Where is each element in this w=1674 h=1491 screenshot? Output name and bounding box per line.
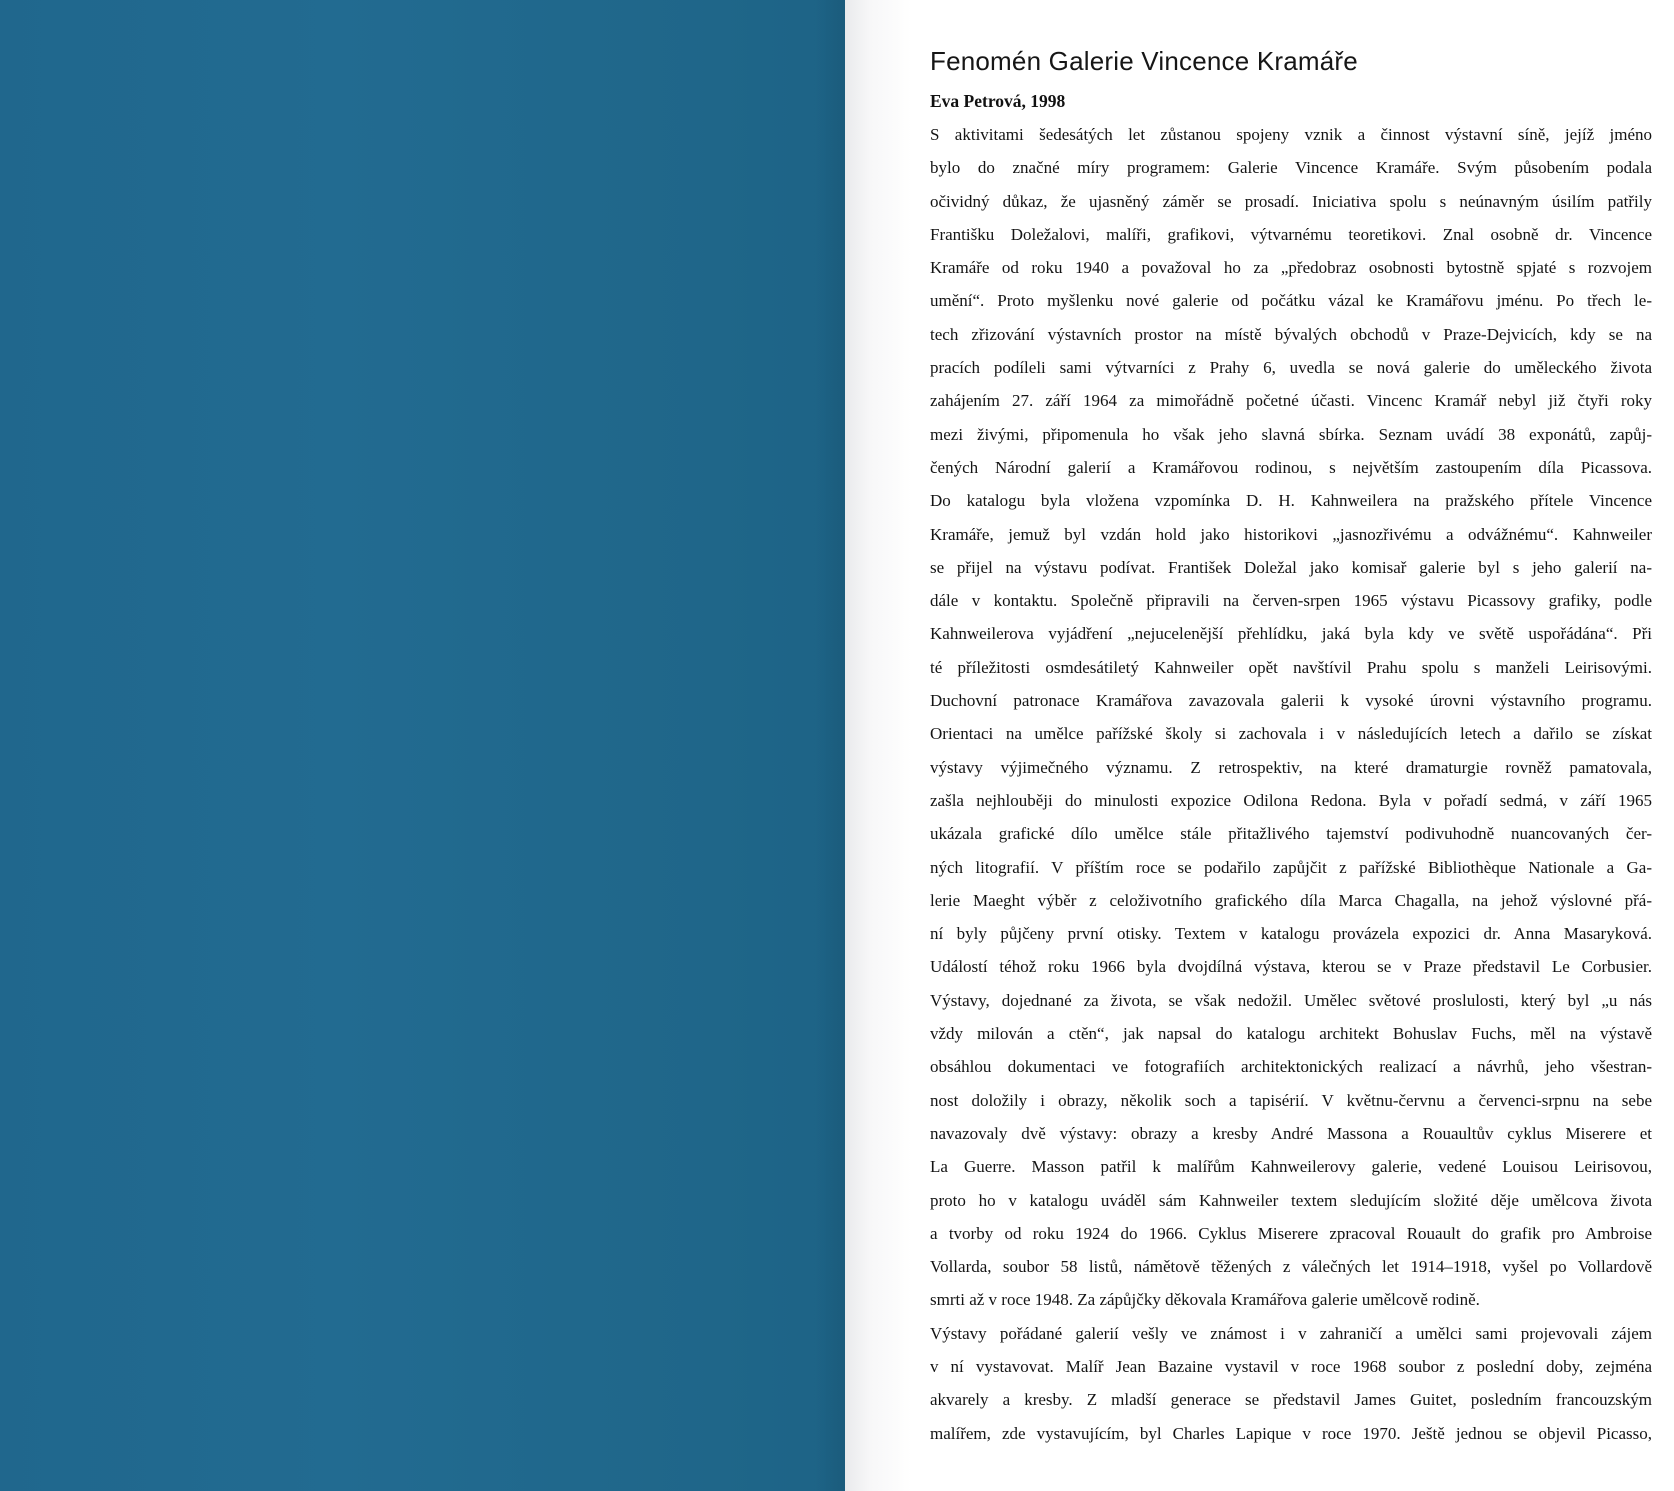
article [930, 46, 1652, 1450]
text-line: Kramáře od roku 1940 a považoval ho za „předobraz osobnosti bytostně spjaté s rozvojem [930, 258, 1652, 278]
text-line: čených Národní galerií a Kramářovou rodinou, s největším zastoupením díla Picassova. [930, 457, 1652, 477]
paragraph-2 [930, 1317, 1652, 1450]
text-line: Kahnweilerova vyjádření „nejucelenější přehlídku, jaká byla kdy ve světě uspořádána“. Při [930, 624, 1652, 644]
text-line: proto ho v katalogu uváděl sám Kahnweiler textem sledujícím složité děje umělcova života [930, 1190, 1652, 1210]
text-line: zahájením 27. září 1964 za mimořádně početné účasti. Vincenc Kramář nebyl již čtyři roky [930, 391, 1652, 411]
text-line: se přijel na výstavu podívat. František Doležal jako komisař galerie byl s jeho galerií na- [930, 557, 1652, 577]
text-line: Orientaci na umělce pařížské školy si zachovala i v následujících letech a dařilo se získat [930, 724, 1652, 744]
text-line: Vollarda, soubor 58 listů, námětově těžených z válečných let 1914–1918, vyšel po Vollardově [930, 1257, 1652, 1277]
text-line: tech zřizování výstavních prostor na místě bývalých obchodů v Praze-Dejvicích, kdy se na [930, 324, 1652, 344]
text-line: Duchovní patronace Kramářova zavazovala galerii k vysoké úrovni výstavního programu. [930, 691, 1652, 711]
text-line: zašla nejhlouběji do minulosti expozice Odilona Redona. Byla v pořadí sedmá, v září 1965 [930, 790, 1652, 810]
text-line: malířem, zde vystavujícím, byl Charles Lapique v roce 1970. Ještě jednou se objevil Picasso, [930, 1423, 1652, 1443]
text-line: Událostí téhož roku 1966 byla dvojdílná výstava, kterou se v Praze představil Le Corbusier. [930, 957, 1652, 977]
article-title: Fenomén Galerie Vincence Kramáře [930, 46, 1358, 76]
text-line: La Guerre. Masson patřil k malířům Kahnweilerovy galerie, vedené Louisou Leirisovou, [930, 1157, 1652, 1177]
text-line: nost doložily i obrazy, několik soch a tapisérií. V květnu-červnu a červenci-srpnu na sebe [930, 1090, 1652, 1110]
text-line: výstavy výjimečného významu. Z retrospektiv, na které dramaturgie rovněž pamatovala, [930, 757, 1652, 777]
text-line: mezi živými, připomenula ho však jeho slavná sbírka. Seznam uvádí 38 exponátů, zapůj- [930, 424, 1652, 444]
text-line: té příležitosti osmdesátiletý Kahnweiler opět navštívil Prahu spolu s manželi Leirisovými. [930, 657, 1652, 677]
text-line: bylo do značné míry programem: Galerie Vincence Kramáře. Svým působením podala [930, 158, 1652, 178]
text-line: obsáhlou dokumentaci ve fotografiích architektonických realizací a návrhů, jeho všestran- [930, 1057, 1652, 1077]
paragraph-1 [930, 118, 1652, 1317]
article-author: Eva Petrová, 1998 [930, 91, 1066, 111]
text-line: ní byly půjčeny první otisky. Textem v katalogu provázela expozici dr. Anna Masaryková. [930, 924, 1652, 944]
text-line: a tvorby od roku 1924 do 1966. Cyklus Miserere zpracoval Rouault do grafik pro Ambroise [930, 1223, 1652, 1243]
text-line: Do katalogu byla vložena vzpomínka D. H. Kahnweilera na pražského přítele Vincence [930, 491, 1652, 511]
text-line: akvarely a kresby. Z mladší generace se představil James Guitet, posledním francouzským [930, 1390, 1652, 1410]
text-line: Výstavy, dojednané za života, se však nedožil. Umělec světové proslulosti, který byl „u nás [930, 990, 1652, 1010]
text-line: S aktivitami šedesátých let zůstanou spojeny vznik a činnost výstavní síně, jejíž jméno [930, 125, 1652, 144]
text-line: lerie Maeght výběr z celoživotního grafického díla Marca Chagalla, na jehož výslovné přá- [930, 890, 1652, 910]
text-line: vždy milován a ctěn“, jak napsal do katalogu architekt Bohuslav Fuchs, měl na výstavě [930, 1024, 1652, 1044]
text-line: v ní vystavovat. Malíř Jean Bazaine vystavil v roce 1968 soubor z poslední doby, zejména [930, 1356, 1652, 1376]
cover-spine-shadow [815, 0, 845, 1491]
text-line: umění“. Proto myšlenku nové galerie od počátku vázal ke Kramářovu jménu. Po třech le- [930, 291, 1652, 311]
text-line: očividný důkaz, že ujasněný záměr se prosadí. Iniciativa spolu s neúnavným úsilím patřily [930, 191, 1652, 211]
text-line: navazovaly dvě výstavy: obrazy a kresby André Massona a Rouaultův cyklus Miserere et [930, 1123, 1652, 1143]
text-line: Výstavy pořádané galerií vešly ve známost i v zahraničí a umělci sami projevovali zájem [930, 1323, 1652, 1343]
text-page [845, 0, 1674, 1491]
text-line: pracích podíleli sami výtvarníci z Prahy 6, uvedla se nová galerie do uměleckého života [930, 358, 1652, 378]
text-line: smrti až v roce 1948. Za zápůjčky děkovala Kramářova galerie umělcově rodině. [930, 1290, 1480, 1310]
text-line: ných litografií. V příštím roce se podařilo zapůjčit z pařížské Bibliothèque Nationale a Ga- [930, 857, 1652, 877]
text-line: ukázala grafické dílo umělce stále přitažlivého tajemství podivuhodně nuancovaných čer- [930, 824, 1652, 844]
text-line: dále v kontaktu. Společně připravili na červen-srpen 1965 výstavu Picassovy grafiky, podle [930, 591, 1652, 611]
text-line: Františku Doležalovi, malíři, grafikovi, výtvarnému teoretikovi. Znal osobně dr. Vincence [930, 224, 1652, 244]
text-line: Kramáře, jemuž byl vzdán hold jako historikovi „jasnozřivému a odvážnému“. Kahnweiler [930, 524, 1652, 544]
